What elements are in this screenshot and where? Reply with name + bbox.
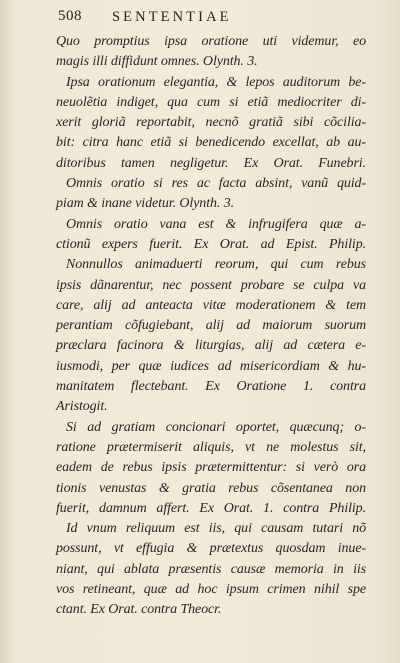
text-line: ditoribus tamen negligetur. Ex Orat. Funebri.: [56, 155, 366, 171]
text-line: Quo promptius ipsa oratione uti videmur, eo: [56, 34, 366, 49]
text-line: eadem de rebus ipsis prætermittentur: si verò ora: [56, 460, 366, 476]
text-line: Id vnum reliquum est iis, qui causam tutari nõ: [66, 521, 366, 537]
text-line: præclara facinora & liturgias, alij ad cætera e-: [56, 338, 366, 354]
text-line: tionis venustas & gratia rebus cõsentanea non: [56, 480, 366, 496]
text-line: perantiam cõfugiebant, alij ad maiorum suorum: [56, 318, 366, 334]
running-head: [58, 8, 364, 28]
text-line: Omnis oratio vana est & infrugifera quæ a-: [66, 216, 366, 232]
text-line: vos retineant, quæ ad hoc ipsum crimen nihil spe: [56, 582, 366, 598]
text-line: Si ad gratiam concionari oportet, quæcunq; o-: [66, 419, 366, 435]
text-line: care, alij ad anteacta vitæ moderationem & tem: [56, 297, 366, 313]
text-line: ratione prætermiserit aliquis, vt ne molestus sit,: [56, 439, 366, 455]
running-title: SENTENTIAE: [112, 9, 232, 25]
text-line: Omnis oratio si res ac facta absint, vanũ quid-: [66, 176, 366, 192]
text-line: ipsis dãnarentur, nec possent probare se culpa va: [56, 277, 366, 293]
text-line: Nonnullos animaduerti reorum, qui cum rebus: [66, 257, 366, 273]
text-line: piam & inane videtur. Olynth. 3.: [56, 196, 235, 212]
page-number: 508: [58, 8, 82, 24]
text-line: possunt, vt effugia & prætextus quosdam inue-: [56, 541, 366, 557]
text-line: niant, qui ablata præsentis causæ memoria in iis: [56, 561, 366, 577]
text-line: ctionũ expers fuerit. Ex Orat. ad Epist. Philip.: [56, 236, 366, 252]
text-line: fuerit, damnum affert. Ex Orat. 1. contra Philip.: [56, 500, 366, 516]
text-line: ctant. Ex Orat. contra Theocr.: [56, 602, 222, 618]
text-line: xerit gloriã reportabit, necnõ gratiã sibi cõcilia-: [56, 115, 366, 131]
text-line: Aristogit.: [56, 399, 108, 415]
text-line: manitatem flectebant. Ex Oratione 1. contra: [56, 379, 366, 395]
text-line: bit: citra hanc etiã si benedicendo excellat, ab au-: [56, 135, 366, 151]
body-text: [56, 32, 366, 621]
text-line: magis illi diffidunt omnes. Olynth. 3.: [56, 54, 258, 70]
text-line: iusmodi, per quæ iudices ad misericordiam & hu-: [56, 358, 366, 374]
text-line: Ipsa orationum elegantia, & lepos auditorum be-: [66, 74, 366, 90]
text-line: neuolẽtia indiget, qua cum si etiã mediocriter di-: [56, 94, 366, 110]
